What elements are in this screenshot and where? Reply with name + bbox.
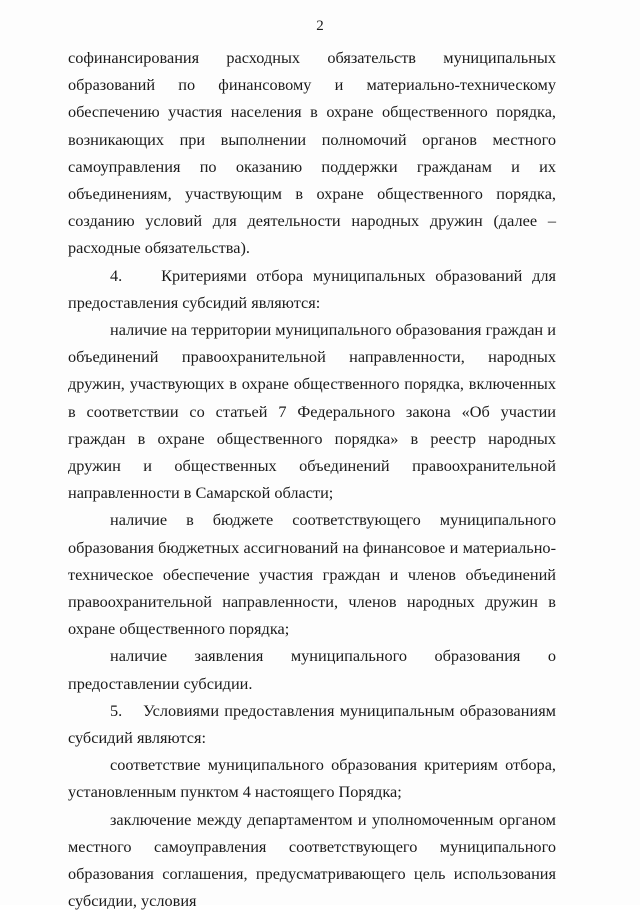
paragraph-cofinancing: софинансирования расходных обязательств муниципальных образований по финансовому и материально-техническому обеспечению участия населения в охране общественного порядка, возникающих при выполнении полномочий органов местного самоуправления по оказанию поддержки гражданам и их объединениям, участвующим в охране общественного порядка, созданию условий для деятельности народных дружин (далее – расходные обязательства).: [68, 48, 556, 258]
paragraph-criteria-application: наличие заявления муниципального образования о предоставлении субсидии.: [68, 646, 556, 693]
paragraph-criteria-citizens: наличие на территории муниципального образования граждан и объединений правоохранительной направленности, народных дружин, участвующих в охране общественного порядка, включенных в соответствии со статьей 7 Федерального закона «Об участии граждан в охране общественного порядка» в реестр народных дружин и общественных объединений правоохранительной направленности в Самарской области;: [68, 320, 556, 503]
paragraph-criteria-heading: 4. Критериями отбора муниципальных образований для предоставления субсидий являются:: [68, 265, 556, 312]
paragraph-conditions-agreement: заключение между департаментом и уполномоченным органом местного самоуправления соответствующего муниципального образования соглашения, предусматривающего цель использования субсидии, условия: [68, 809, 556, 911]
paragraph-conditions-heading: 5. Условиями предоставления муниципальным образованиям субсидий являются:: [68, 700, 556, 748]
document-body: [68, 44, 556, 915]
paragraph-criteria-budget: наличие в бюджете соответствующего муниципального образования бюджетных ассигнований на финансовое и материально-техническое обеспечение участия граждан и членов объединений правоохранительной направленности, членов народных дружин в охране общественного порядка;: [68, 510, 556, 639]
page-number: 2: [316, 18, 324, 34]
paragraph-conditions-compliance: соответствие муниципального образования критериям отбора, установленным пунктом 4 настоящего Порядка;: [68, 755, 556, 802]
